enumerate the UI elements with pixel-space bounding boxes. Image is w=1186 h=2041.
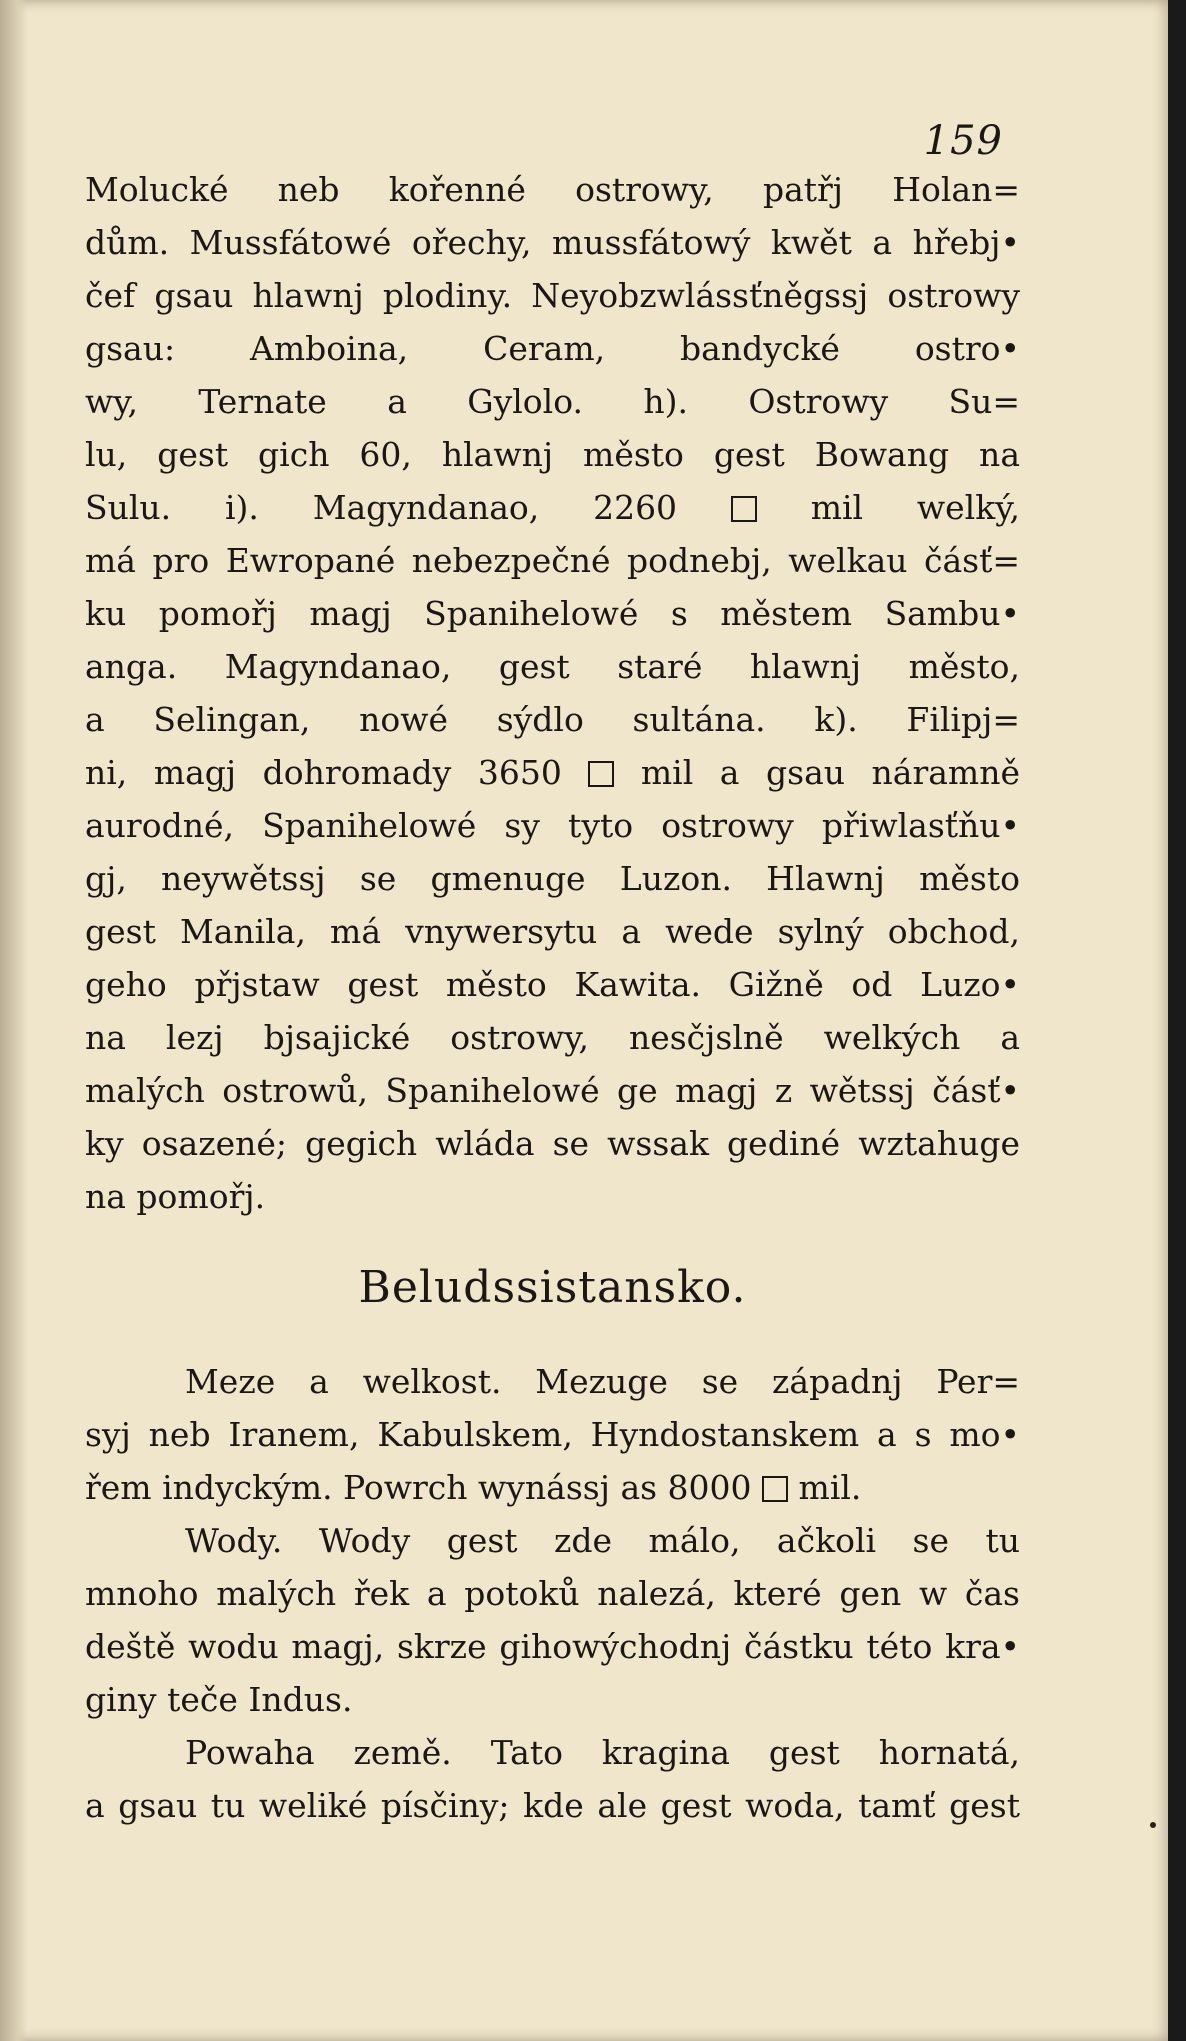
text-line: [85, 269, 1020, 322]
line-text-after-symbol: mil welký,: [810, 488, 1020, 527]
line-text: dům. Mussfátowé ořechy, mussfátowý kwět a hřebj•: [85, 223, 1020, 262]
text-line: [85, 1170, 1020, 1223]
text-line: [85, 1461, 1020, 1514]
text-line: [85, 905, 1020, 958]
line-text: na lezj bjsajické ostrowy, nesčjslně welkých a: [85, 1018, 1020, 1057]
line-text: Molucké neb kořenné ostrowy, patřj Holan=: [85, 170, 1020, 209]
text-line: [85, 322, 1020, 375]
text-line: [85, 1567, 1020, 1620]
text-line: [85, 216, 1020, 269]
line-text: syj neb Iranem, Kabulskem, Hyndostanskem a s mo•: [85, 1415, 1020, 1454]
text-line: [85, 1011, 1020, 1064]
text-line: [85, 852, 1020, 905]
line-text: gsau: Amboina, Ceram, bandycké ostro•: [85, 329, 1020, 368]
line-text: Meze a welkost. Mezuge se západnj Per=: [185, 1362, 1020, 1401]
line-text: malých ostrowů, Spanihelowé ge magj z wětssj čásť•: [85, 1071, 1020, 1110]
text-line: [85, 1117, 1020, 1170]
text-line: [85, 1779, 1020, 1832]
line-text: Wody. Wody gest zde málo, ačkoli se tu: [185, 1521, 1020, 1560]
text-line: [85, 481, 1020, 534]
line-text: ni, magj dohromady 3650: [85, 753, 562, 792]
line-text: giny teče Indus.: [85, 1680, 353, 1719]
line-text: lu, gest gich 60, hlawnj město gest Bowang na: [85, 435, 1020, 474]
text-line: [85, 746, 1020, 799]
text-line: [85, 1726, 1020, 1779]
text-line: [85, 375, 1020, 428]
text-line: [85, 1064, 1020, 1117]
text-line: [85, 428, 1020, 481]
line-text: a gsau tu weliké písčiny; kde ale gest woda, tamť gest: [85, 1786, 1020, 1825]
line-text: gest Manila, má vnywersytu a wede sylný obchod,: [85, 912, 1020, 951]
paragraph-moluccas-philippines: [85, 163, 1020, 1223]
text-line: [85, 534, 1020, 587]
line-text: ku pomořj magj Spanihelowé s městem Sambu•: [85, 594, 1020, 633]
line-text: geho přjstaw gest město Kawita. Gižně od Luzo•: [85, 965, 1020, 1004]
square-symbol-icon: [762, 1476, 788, 1502]
line-text: Sulu. i). Magyndanao, 2260: [85, 488, 678, 527]
line-text: deště wodu magj, skrze gihowýchodnj částku této kra•: [85, 1627, 1020, 1666]
line-text: aurodné, Spanihelowé sy tyto ostrowy přiwlasťňu•: [85, 806, 1020, 845]
section-body-beludzhistan: [85, 1355, 1020, 1832]
line-text-after-symbol: mil a gsau náramně: [640, 753, 1020, 792]
line-text: mnoho malých řek a potoků nalezá, které gen w čas: [85, 1574, 1020, 1613]
text-line: [85, 1514, 1020, 1567]
text-line: [85, 163, 1020, 216]
text-line: [85, 1673, 1020, 1726]
line-text-after-symbol: mil.: [798, 1468, 862, 1507]
square-symbol-icon: [731, 496, 757, 522]
section-heading: Beludssistansko.: [358, 1262, 747, 1313]
line-text: anga. Magyndanao, gest staré hlawnj město,: [85, 647, 1020, 686]
page-number: 159: [923, 118, 1003, 164]
line-text: gj, neywětssj se gmenuge Luzon. Hlawnj město: [85, 859, 1020, 898]
text-line: [85, 1408, 1020, 1461]
line-text: řem indyckým. Powrch wynássj as 8000: [85, 1468, 752, 1507]
line-text: má pro Ewropané nebezpečné podnebj, welkau čásť=: [85, 541, 1020, 580]
line-text: čef gsau hlawnj plodiny. Neyobzwlássťněgssj ostrowy: [85, 276, 1020, 315]
line-text: wy, Ternate a Gylolo. h). Ostrowy Su=: [85, 382, 1020, 421]
text-line: [85, 640, 1020, 693]
line-text: na pomořj.: [85, 1177, 266, 1216]
line-text: ky osazené; gegich wláda se wssak gediné wztahuge: [85, 1124, 1020, 1163]
text-line: [85, 693, 1020, 746]
text-line: [85, 799, 1020, 852]
square-symbol-icon: [588, 761, 614, 787]
line-text: a Selingan, nowé sýdlo sultána. k). Filipj=: [85, 700, 1020, 739]
text-line: [85, 1620, 1020, 1673]
paper-speck: [1150, 1822, 1156, 1828]
text-line: [85, 1355, 1020, 1408]
text-line: [85, 587, 1020, 640]
line-text: Powaha země. Tato kragina gest hornatá,: [185, 1733, 1020, 1772]
page-gutter-shadow: [0, 0, 28, 2041]
text-line: [85, 958, 1020, 1011]
